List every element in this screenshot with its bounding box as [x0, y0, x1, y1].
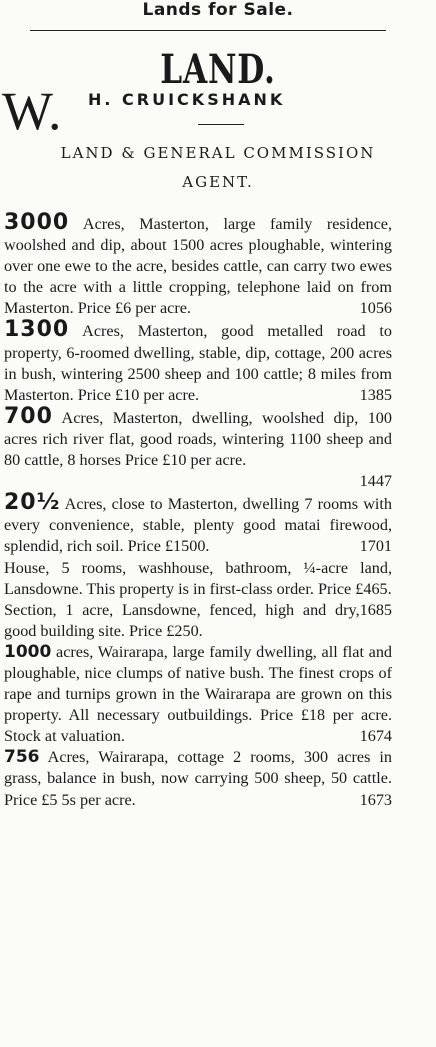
listing-ref: 1701 — [359, 537, 392, 556]
listing — [4, 600, 392, 642]
listing — [4, 747, 392, 810]
listing-text: Acres, Masterton, large family residence, woolshed and dip, about 1500 acres ploughable, wintering over one ewe to the acre, besides cattle, can carry two ewes to the acre with a little cropping, telephone laid on from Masterton. Price £6 per acre. — [4, 215, 392, 318]
drop-initial: W. — [2, 81, 62, 141]
listing-acreage: 700 — [4, 403, 53, 429]
listing-acreage: 1300 — [4, 317, 70, 343]
agent-role-line2: AGENT. — [182, 173, 254, 191]
listings — [4, 212, 392, 811]
listing-text: acres, Wairarapa, large family dwelling, all flat and ploughable, nice clumps of native bush. The finest crops of rape and turnips grown in the Wairarapa are grown on this property. All necessary outbuildings. Price £18 per acre. Stock at valuation. — [4, 642, 393, 746]
listing-text: Acres, close to Masterton, dwelling 7 rooms with every convenience, stable, plenty good matai firewood, splendid, rich soil. Price £1500. — [4, 495, 393, 556]
listing-ref: 1056 — [359, 299, 392, 318]
listing-text: Acres, Masterton, dwelling, woolshed dip, 100 acres rich river flat, good roads, wintering 1100 sheep and 80 cattle, 8 horses Price £10 per acre. — [4, 408, 392, 470]
headline: LAND. — [160, 46, 276, 93]
listing-text: Acres, Wairarapa, cottage 2 rooms, 300 acres in grass, balance in bush, now carrying 500 sheep, 50 cattle. Price £5 5s per acre. — [4, 748, 393, 809]
name-rule — [198, 124, 244, 125]
listing — [4, 403, 392, 471]
top-rule — [30, 30, 386, 31]
listing — [4, 319, 392, 405]
agent-role-line1: LAND & GENERAL COMMISSION — [60, 144, 376, 162]
listing — [4, 558, 392, 619]
listing-acreage: 756 — [4, 747, 40, 768]
listing-text: Acres, Masterton, good metalled road to property, 6-roomed dwelling, stable, dip, cottage, 200 acres in bush, wintering 2500 sheep and 100 cattle; 8 miles from Masterton. Price £10 per acre. — [4, 322, 392, 404]
listing-text: House, 5 rooms, washhouse, bathroom, ¼-acre land, Lansdowne. This property is in first-class order. Price £465. — [4, 558, 392, 598]
listing — [4, 642, 392, 747]
section-title: Lands for Sale. — [142, 0, 294, 20]
agent-name: H. CRUICKSHANK — [88, 90, 286, 109]
listing — [4, 212, 392, 319]
listing-acreage: 1000 — [4, 641, 52, 662]
listing-ref: 1447 — [359, 472, 392, 491]
listing-ref: 1673 — [359, 790, 392, 809]
listing-ref: 1685 — [359, 600, 392, 619]
listing-ref: 1674 — [359, 727, 392, 746]
listing — [4, 492, 392, 557]
listing-acreage: 3000 — [4, 210, 70, 235]
listing-ref: 1385 — [359, 385, 392, 404]
listing-text: Section, 1 acre, Lansdowne, fenced, high and dry, good building site. Price £250. — [4, 600, 360, 640]
listing-acreage: 20½ — [4, 490, 61, 516]
